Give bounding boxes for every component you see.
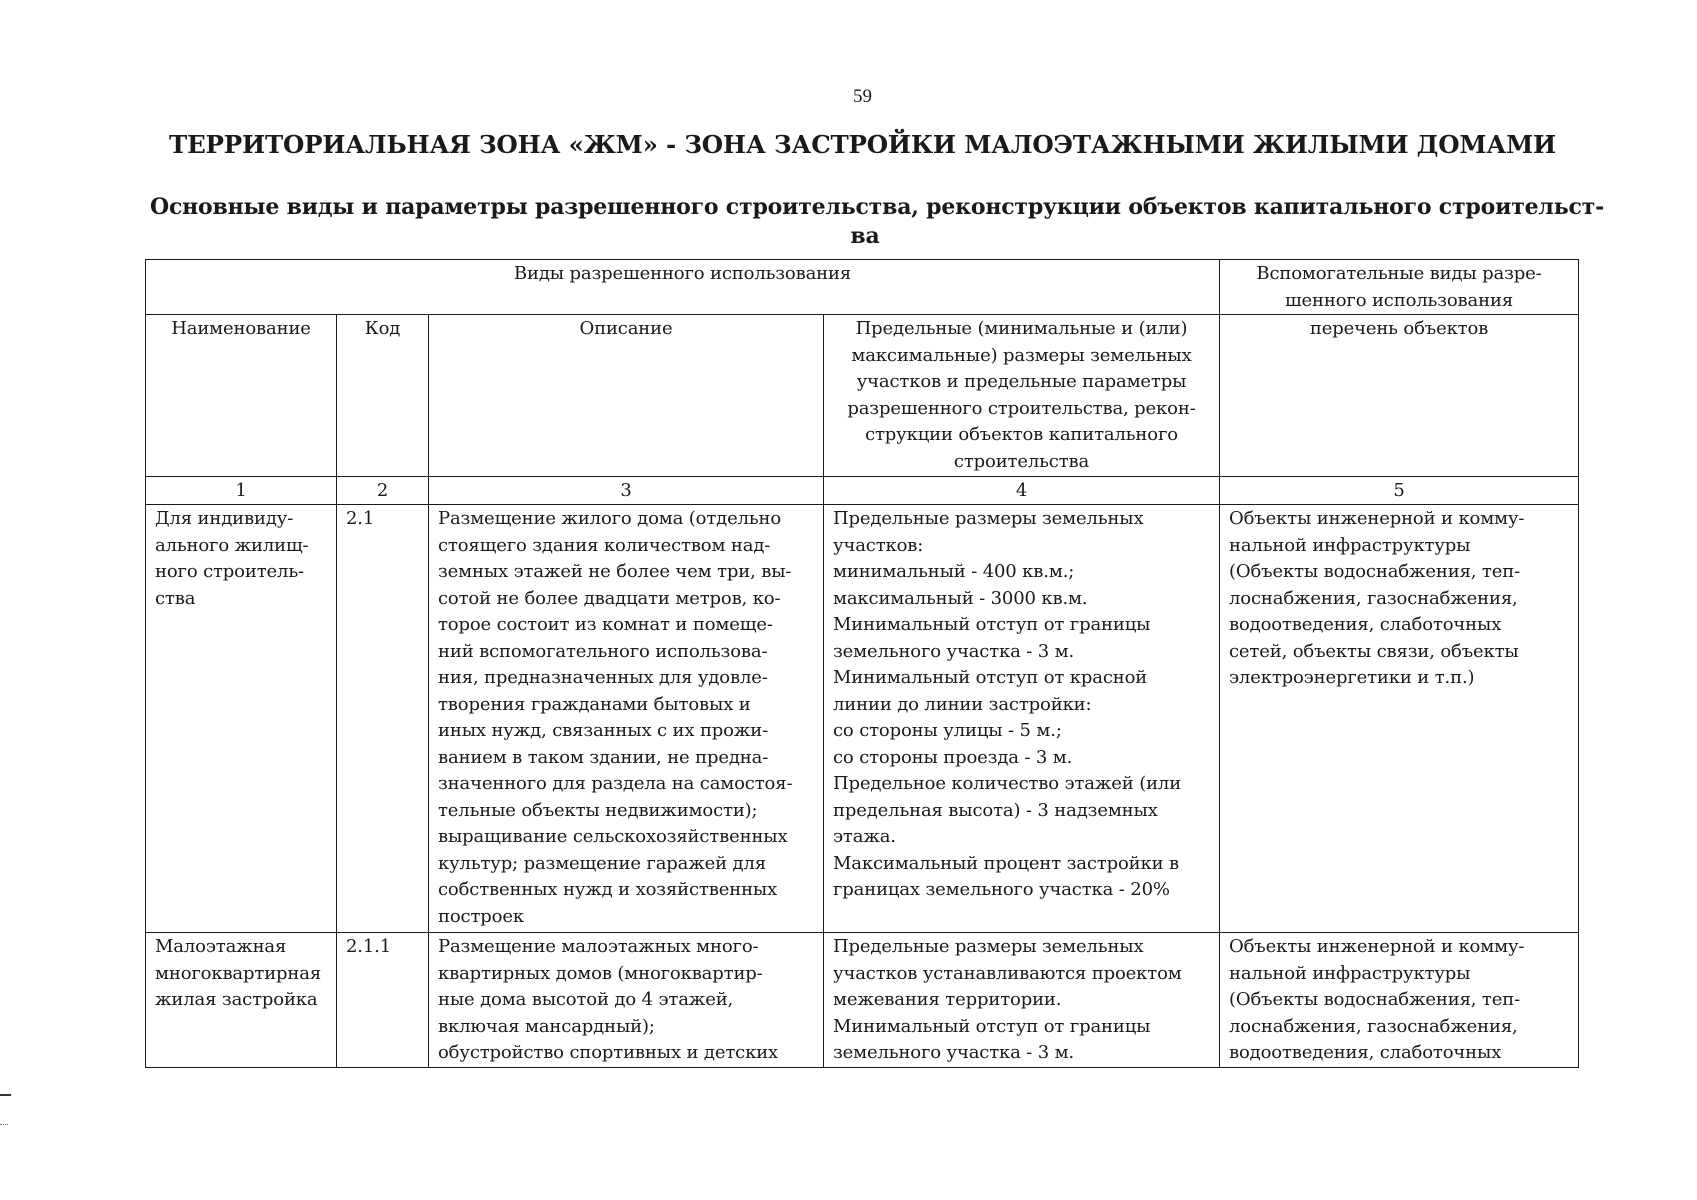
text-line: со стороны улицы - 5 м.; [833,720,1062,741]
column-number: 1 [146,477,337,505]
text-line: включая мансардный); [438,1015,655,1037]
text-line: Размещение жилого дома (отдельно [438,508,782,529]
column-header-name: Наименование [146,315,337,477]
cell-name [146,505,337,933]
text-line: ний вспомогательного использова- [438,640,768,662]
text-line: максимальный - 3000 кв.м. [833,587,1088,609]
text-line: земных этажей не более чем три, вы- [438,561,792,582]
text-line: электроэнергетики и т.п.) [1229,667,1475,688]
text-line: этажа. [833,826,896,847]
text-line: Минимальный отступ от границы [833,614,1151,635]
text-line: сотой не более двадцати метров, ко- [438,587,781,609]
text-line: выращивание сельскохозяйственных [438,826,788,847]
cell-description [429,505,824,933]
cell-parameters [824,505,1220,933]
text-line: Размещение малоэтажных много- [438,936,759,957]
page-number: 59 [853,86,872,107]
text-line: ального жилищ- [155,534,309,556]
text-line: Максимальный процент застройки в [833,852,1180,874]
cell-objects [1220,933,1579,1068]
text-line: квартирных домов (многоквартир- [438,962,763,984]
text-line: линии до линии застройки: [833,693,1092,715]
text-line: значенного для раздела на самостоя- [438,773,793,794]
text-line: Объекты инженерной и комму- [1229,936,1525,957]
text-line: минимальный - 400 кв.м.; [833,561,1075,582]
text-line: Предельные размеры земельных [833,508,1144,529]
table-column-number-row [146,477,1579,505]
group-header-main: Виды разрешенного использования [146,260,1220,315]
cell-objects [1220,505,1579,933]
text-line: Предельные (минимальные и (или) [855,318,1188,339]
text-line: Предельное количество этажей (или [833,773,1182,794]
document-title: ТЕРРИТОРИАЛЬНАЯ ЗОНА «ЖМ» - ЗОНА ЗАСТРОЙКИ МАЛОЭТАЖНЫМИ ЖИЛЫМИ ДОМАМИ [169,130,1556,159]
text-line: водоотведения, слаботочных [1229,1042,1502,1063]
group-header-aux [1220,260,1579,315]
text-line: нальной инфраструктуры [1229,534,1471,556]
column-header-code: Код [337,315,429,477]
text-line: Вспомогательные виды разре- [1256,263,1542,284]
zoning-table [145,259,1579,1068]
text-line: границах земельного участка - 20% [833,879,1170,900]
text-line: предельная высота) - 3 надземных [833,799,1158,821]
text-line: Минимальный отступ от красной [833,667,1148,688]
table-row [146,505,1579,933]
column-header-objects: перечень объектов [1220,315,1579,477]
text-line: лоснабжения, газоснабжения, [1229,587,1518,609]
text-line: участков и предельные параметры [856,371,1187,392]
text-line: сетей, объекты связи, объекты [1229,640,1519,662]
text-line: Для индивиду- [155,508,294,529]
text-line: земельного участка - 3 м. [833,640,1075,662]
text-line: лоснабжения, газоснабжения, [1229,1015,1518,1037]
text-line: межевания территории. [833,989,1062,1010]
document-subtitle [150,193,1605,251]
text-line: земельного участка - 3 м. [833,1042,1075,1063]
text-line: ства [155,587,196,609]
column-header-parameters [824,315,1220,477]
text-line: стоящего здания количеством над- [438,534,771,556]
text-line: собственных нужд и хозяйственных [438,879,778,900]
column-number: 3 [429,477,824,505]
text-line: максимальные) размеры земельных [851,344,1192,366]
text-line: (Объекты водоснабжения, теп- [1229,989,1521,1010]
text-line: творения гражданами бытовых и [438,693,751,715]
table-group-header-row [146,260,1579,315]
text-line: участков устанавливаются проектом [833,962,1182,984]
column-number: 2 [337,477,429,505]
text-line: строительства [953,450,1090,472]
cell-code: 2.1.1 [337,933,429,1068]
cell-description [429,933,824,1068]
text-line: Предельные размеры земельных [833,936,1144,957]
text-line: Объекты инженерной и комму- [1229,508,1525,529]
column-number: 5 [1220,477,1579,505]
text-line: иных нужд, связанных с их прожи- [438,720,769,741]
cell-name [146,933,337,1068]
text-line: Малоэтажная [155,936,287,957]
table-row [146,933,1579,1068]
text-line: культур; размещение гаражей для [438,852,766,874]
text-line: построек [438,905,524,927]
text-line: тельные объекты недвижимости); [438,799,758,821]
text-line: ные дома высотой до 4 этажей, [438,989,734,1010]
text-line: многоквартирная [155,962,322,984]
text-line: (Объекты водоснабжения, теп- [1229,561,1521,582]
text-line: со стороны проезда - 3 м. [833,746,1073,768]
scan-edge-dots [0,1124,8,1125]
text-line: разрешенного строительства, рекон- [847,397,1196,419]
text-line: обустройство спортивных и детских [438,1042,779,1063]
text-line: шенного использования [1284,289,1514,311]
cell-code: 2.1 [337,505,429,933]
text-line: струкции объектов капитального [865,424,1178,445]
subtitle-line: Основные виды и параметры разрешенного строительства, реконструкции объектов капитального строительст- [150,194,1605,220]
text-line: водоотведения, слаботочных [1229,614,1502,635]
scan-edge-mark [0,1094,11,1096]
text-line: Минимальный отступ от границы [833,1015,1151,1037]
text-line: ванием в таком здании, не предна- [438,746,769,768]
subtitle-line: ва [850,223,880,249]
column-header-description: Описание [429,315,824,477]
text-line: жилая застройка [155,989,318,1010]
table-column-header-row [146,315,1579,477]
text-line: ния, предназначенных для удовле- [438,667,768,688]
text-line: участков: [833,534,924,556]
cell-parameters [824,933,1220,1068]
text-line: торое состоит из комнат и помеще- [438,614,773,635]
text-line: ного строитель- [155,561,304,582]
column-number: 4 [824,477,1220,505]
text-line: нальной инфраструктуры [1229,962,1471,984]
